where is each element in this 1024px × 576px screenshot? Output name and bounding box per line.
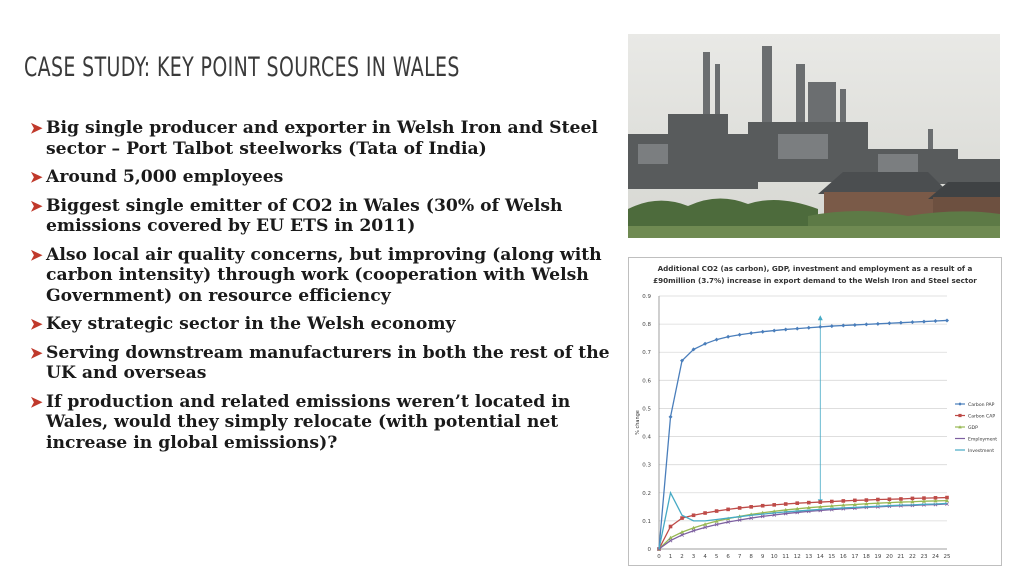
x-tick-label: 22 [908,554,916,560]
legend-label: Employment [968,437,998,443]
legend-marker [958,402,962,406]
legend-marker [958,414,961,417]
x-tick-label: 6 [726,554,730,560]
y-axis-label: % change [635,410,641,435]
x-tick-label: 10 [770,554,778,560]
x-tick-label: 18 [862,554,870,560]
data-point [669,415,673,419]
x-tick-label: 7 [737,554,742,560]
x-tick-label: 17 [851,554,859,560]
data-point [749,331,753,335]
arrow-bullet-icon: ➤ [30,245,43,264]
chart-title-line2: £90million (3.7%) increase in export demand to the Welsh Iron and Steel sector [653,276,977,285]
bullet-item [30,343,610,384]
data-point [761,330,765,334]
data-point [933,319,937,323]
data-point [876,322,880,326]
data-point [911,497,915,501]
x-tick-label: 0 [657,554,661,560]
data-point [726,335,730,339]
data-point [795,501,799,505]
data-point [749,505,753,509]
legend-label: GDP [968,425,978,431]
data-point [864,322,868,326]
y-tick-label: 0.4 [642,434,651,441]
series-line [659,501,947,549]
x-tick-label: 21 [897,554,905,560]
data-point [761,504,765,508]
y-tick-label: 0.8 [642,322,651,329]
x-tick-label: 14 [816,554,824,560]
data-point [715,509,719,513]
annotation-arrow-head-top [818,315,823,320]
bullet-item [30,314,610,335]
data-point [842,499,846,503]
bullet-text: Serving downstream manufacturers in both the rest of the UK and overseas [46,342,610,383]
arrow-bullet-icon: ➤ [30,168,43,186]
arrow-bullet-icon: ➤ [30,343,43,362]
x-tick-label: 9 [760,554,765,560]
x-tick-label: 16 [839,554,847,560]
bullet-item [30,245,610,307]
y-tick-label: 0.1 [642,518,651,525]
x-tick-label: 5 [714,554,719,560]
data-point [888,497,892,501]
steelworks-illustration [628,34,1000,238]
bullet-text: Around 5,000 employees [46,167,284,187]
data-point [865,498,869,502]
slide-title: CASE STUDY: KEY POINT SOURCES IN WALES [24,52,460,83]
data-point [703,511,707,515]
line-chart [629,258,1001,565]
data-point [830,500,834,504]
bullet-list [30,118,610,461]
data-point [738,506,742,510]
x-tick-label: 25 [943,554,951,560]
y-tick-label: 0.6 [642,378,651,385]
data-point [784,502,788,506]
x-tick-label: 1 [668,554,673,560]
bullet-text: Key strategic sector in the Welsh economy [46,314,456,334]
bullet-item [30,392,610,454]
x-tick-label: 13 [805,554,813,560]
x-tick-label: 3 [691,554,696,560]
x-tick-label: 12 [793,554,801,560]
data-point [680,516,684,520]
data-point [876,498,880,502]
x-tick-label: 24 [931,554,939,560]
data-point [853,323,857,327]
x-tick-label: 2 [680,554,684,560]
bullet-item [30,196,610,237]
bullet-text: Big single producer and exporter in Welsh Iron and Steel sector – Port Talbot steelworks (Tata of India) [46,118,598,159]
data-point [772,329,776,333]
bullet-item [30,167,610,188]
data-point [807,501,811,505]
y-tick-label: 0.5 [642,406,651,413]
y-tick-label: 0 [647,547,651,553]
x-tick-label: 23 [920,554,928,560]
data-point [945,318,949,322]
x-tick-label: 8 [749,554,753,560]
chart-panel [628,257,1002,566]
arrow-bullet-icon: ➤ [30,315,43,333]
data-point [818,325,822,329]
legend-label: Carbon CAP [968,414,996,420]
arrow-bullet-icon: ➤ [30,196,43,215]
x-tick-label: 4 [703,554,707,560]
bullet-text: Biggest single emitter of CO2 in Wales (30% of Welsh emissions covered by EU ETS in 2011) [46,195,563,236]
y-tick-label: 0.3 [642,462,651,469]
data-point [807,326,811,330]
data-point [772,503,776,507]
chart-title-line1: Additional CO2 (as carbon), GDP, investment and employment as a result of a [657,264,973,273]
data-point [669,525,673,529]
y-tick-label: 0.9 [642,294,651,300]
data-point [887,321,891,325]
data-point [818,500,822,504]
data-point [726,508,730,512]
arrow-bullet-icon: ➤ [30,119,43,137]
data-point [692,513,696,517]
arrow-bullet-icon: ➤ [30,392,43,411]
x-tick-label: 19 [874,554,882,560]
y-tick-label: 0.2 [642,490,651,497]
data-point [795,327,799,331]
data-point [830,324,834,328]
data-point [738,333,742,337]
x-tick-label: 20 [885,554,893,560]
data-point [922,320,926,324]
legend-label: Carbon PAP [968,402,995,408]
bullet-text: If production and related emissions weren’t located in Wales, would they simply relocate (with potential net increase in global emissions)? [46,391,571,453]
data-point [784,327,788,331]
x-tick-label: 15 [828,554,836,560]
data-point [910,320,914,324]
y-tick-label: 0.7 [642,350,651,357]
series-line [659,320,947,549]
data-point [715,338,719,342]
data-point [853,499,857,503]
bullet-text: Also local air quality concerns, but improving (along with carbon intensity) through work (cooperation with Welsh Government) on resource efficiency [46,244,602,306]
steelworks-photo [628,34,1000,238]
legend-label: Investment [968,448,995,454]
bullet-item [30,118,610,159]
x-tick-label: 11 [782,554,790,560]
